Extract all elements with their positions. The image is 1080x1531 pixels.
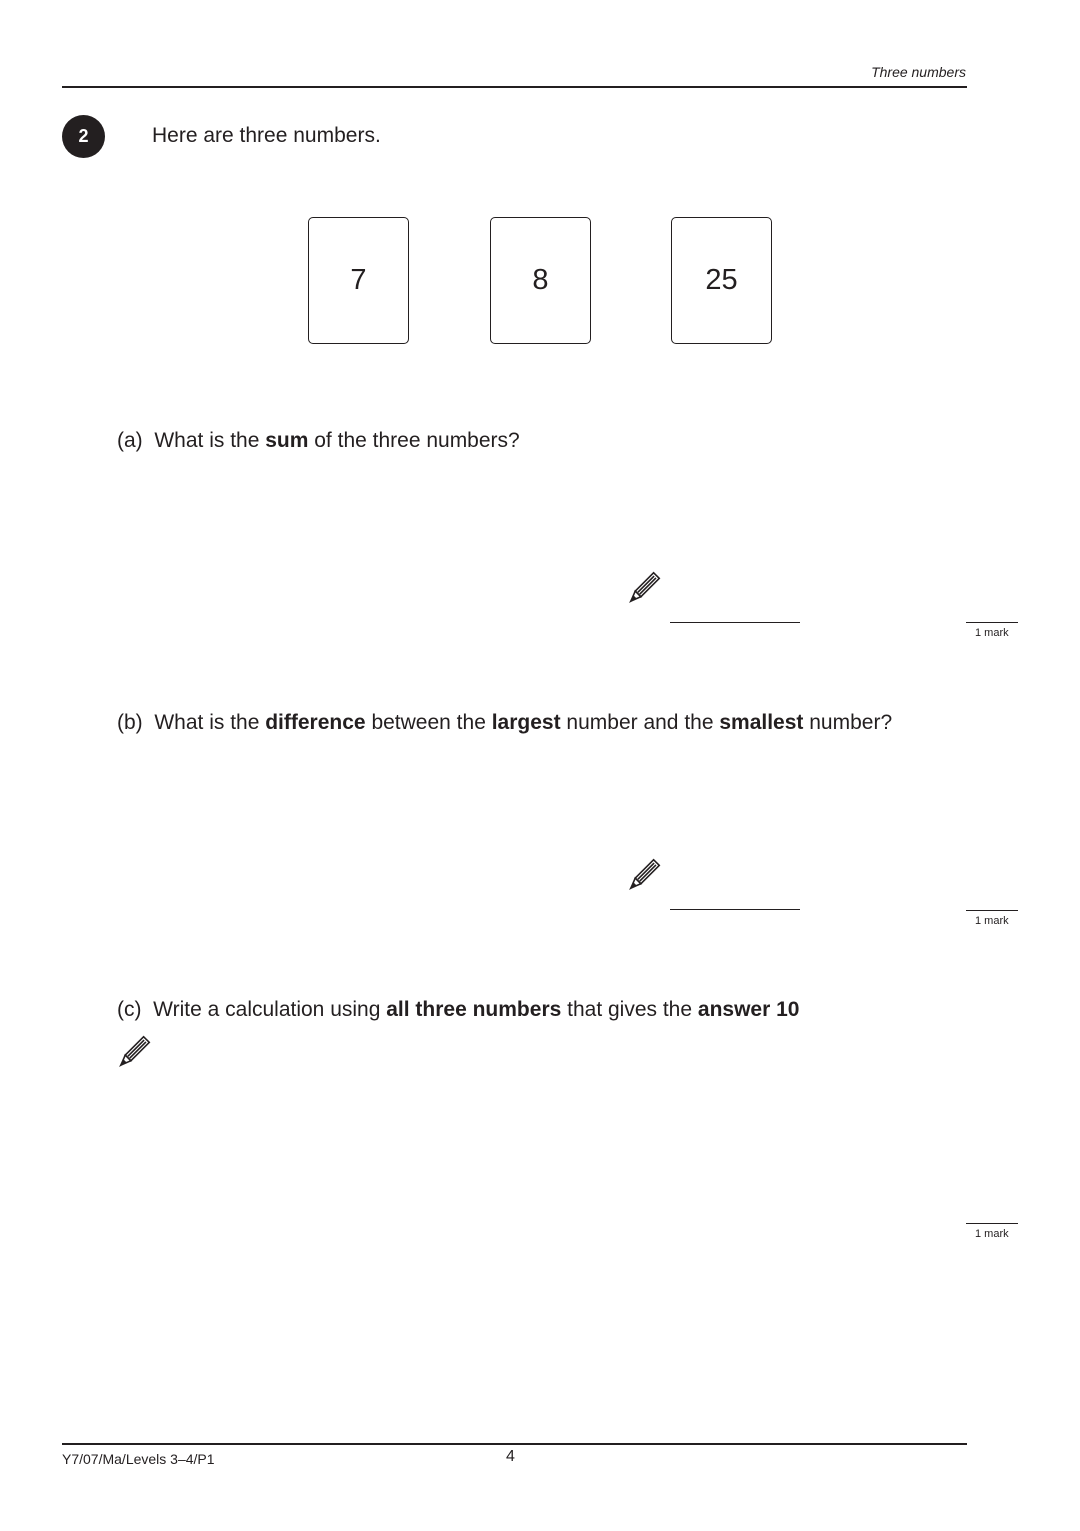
pencil-icon <box>115 1034 151 1072</box>
page-number: 4 <box>506 1448 515 1465</box>
part-c-keyword-answer: answer 10 <box>697 998 800 1021</box>
part-c-mark-rule <box>966 1223 1018 1224</box>
part-b-keyword-largest: largest <box>491 711 561 734</box>
section-title: Three numbers <box>871 64 966 80</box>
card-value: 25 <box>705 264 738 296</box>
card-value: 7 <box>350 264 367 296</box>
part-a-text-end: of the three numbers? <box>308 429 520 452</box>
part-c-answer-area[interactable] <box>110 1075 930 1215</box>
part-b-text-2: between the <box>365 711 492 734</box>
question-number-badge: 2 <box>62 115 105 158</box>
number-card-2 <box>490 217 591 344</box>
part-c-text: Write a calculation using <box>153 998 387 1021</box>
part-a-mark-rule <box>966 622 1018 623</box>
pencil-icon <box>625 570 661 608</box>
part-a-keyword-sum: sum <box>265 429 309 452</box>
number-card-3 <box>671 217 772 344</box>
part-b-text-end: number? <box>803 711 893 734</box>
part-a-text: What is the <box>154 429 266 452</box>
part-c-keyword-all-three: all three numbers <box>386 998 562 1021</box>
part-b-text-3: number and the <box>560 711 720 734</box>
paper-code: Y7/07/Ma/Levels 3–4/P1 <box>62 1451 215 1467</box>
part-a-label: (a) <box>117 429 143 452</box>
part-a-answer-line[interactable] <box>670 622 800 623</box>
pencil-icon <box>625 857 661 895</box>
card-value: 8 <box>532 264 549 296</box>
part-b-mark-label: 1 mark <box>975 915 1009 927</box>
question-intro: Here are three numbers. <box>152 124 381 147</box>
part-c-text-2: that gives the <box>561 998 698 1021</box>
part-a-question <box>117 429 520 453</box>
part-b-question <box>117 711 892 735</box>
part-c-mark-label: 1 mark <box>975 1228 1009 1240</box>
part-c-label: (c) <box>117 998 142 1021</box>
header-rule <box>62 86 967 88</box>
number-card-1 <box>308 217 409 344</box>
part-b-answer-line[interactable] <box>670 909 800 910</box>
part-b-keyword-smallest: smallest <box>719 711 804 734</box>
part-c-question <box>117 998 799 1022</box>
footer-rule <box>62 1443 967 1445</box>
part-b-label: (b) <box>117 711 143 734</box>
part-b-keyword-difference: difference <box>265 711 366 734</box>
part-a-mark-label: 1 mark <box>975 627 1009 639</box>
part-b-text: What is the <box>154 711 266 734</box>
part-b-mark-rule <box>966 910 1018 911</box>
